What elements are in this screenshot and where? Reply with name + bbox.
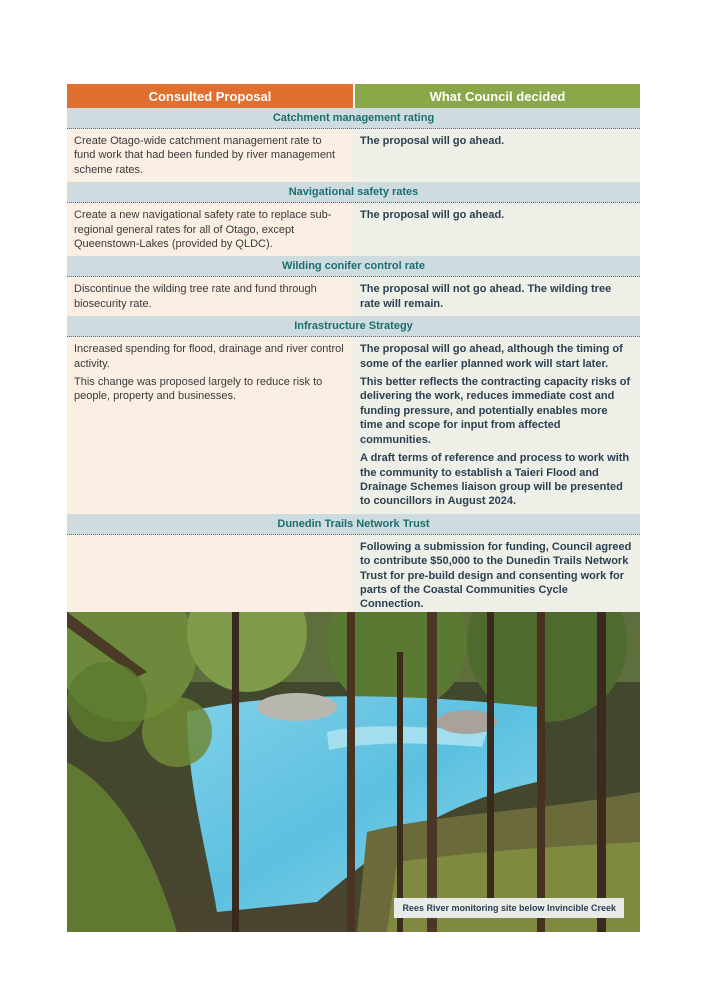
proposal-cell — [67, 535, 353, 617]
photo-caption: Rees River monitoring site below Invincible Creek — [394, 898, 624, 918]
section-heading: Navigational safety rates — [67, 182, 640, 203]
decision-text: The proposal will go ahead. — [360, 209, 505, 222]
decision-cell — [353, 203, 640, 256]
proposal-cell — [67, 337, 353, 513]
decision-text: The proposal will go ahead, although the timing of some of the earlier planned work will start later. — [360, 343, 623, 370]
table-row — [67, 277, 640, 316]
table-row — [67, 535, 640, 617]
decision-cell — [353, 277, 640, 316]
table-row — [67, 203, 640, 256]
decision-cell — [353, 129, 640, 182]
decision-text: A draft terms of reference and process to work with the community to establish a Taieri Flood and Drainage Schemes liaison group will be presented to councillors in August 2024. — [360, 452, 630, 508]
decision-text: The proposal will go ahead. — [360, 135, 505, 147]
table-header — [67, 84, 640, 108]
table-row — [67, 129, 640, 182]
proposal-text: This change was proposed largely to reduce risk to people, property and businesses. — [74, 376, 323, 403]
section-heading: Infrastructure Strategy — [67, 316, 640, 337]
decision-cell — [353, 337, 640, 513]
decision-text: The proposal will not go ahead. The wilding tree rate will remain. — [360, 283, 612, 310]
proposal-text: Create Otago-wide catchment management rate to fund work that had been funded by river management scheme rates. — [74, 135, 336, 176]
section-heading: Catchment management rating — [67, 108, 640, 129]
table-body — [67, 108, 640, 617]
section-heading: Wilding conifer control rate — [67, 256, 640, 277]
proposal-cell — [67, 277, 353, 316]
proposal-text: Create a new navigational safety rate to replace sub-regional general rates for all of Otago, except Queenstown-Lakes (provided by QLDC). — [74, 209, 332, 251]
proposal-cell — [67, 129, 353, 182]
decision-text: This better reflects the contracting capacity risks of delivering the work, reduces immediate cost and funding pressure, and potentially enables more time and scope for input from affected communities. — [360, 376, 631, 446]
section-heading: Dunedin Trails Network Trust — [67, 514, 640, 535]
header-council-decided: What Council decided — [353, 84, 640, 108]
decision-text: Following a submission for funding, Council agreed to contribute $50,000 to the Dunedin Trails Network Trust for pre-build design and consenting work for parts of the Coastal Communities Cycle Connection. — [360, 540, 632, 611]
river-photo — [67, 612, 640, 932]
header-consulted-proposal: Consulted Proposal — [67, 84, 353, 108]
river-photo-image — [67, 612, 640, 932]
proposal-text: Increased spending for flood, drainage and river control activity. — [74, 343, 344, 370]
table-row — [67, 337, 640, 513]
decision-cell — [353, 535, 640, 617]
decisions-table — [67, 84, 640, 617]
proposal-text: Discontinue the wilding tree rate and fund through biosecurity rate. — [74, 283, 317, 310]
proposal-cell — [67, 203, 353, 256]
